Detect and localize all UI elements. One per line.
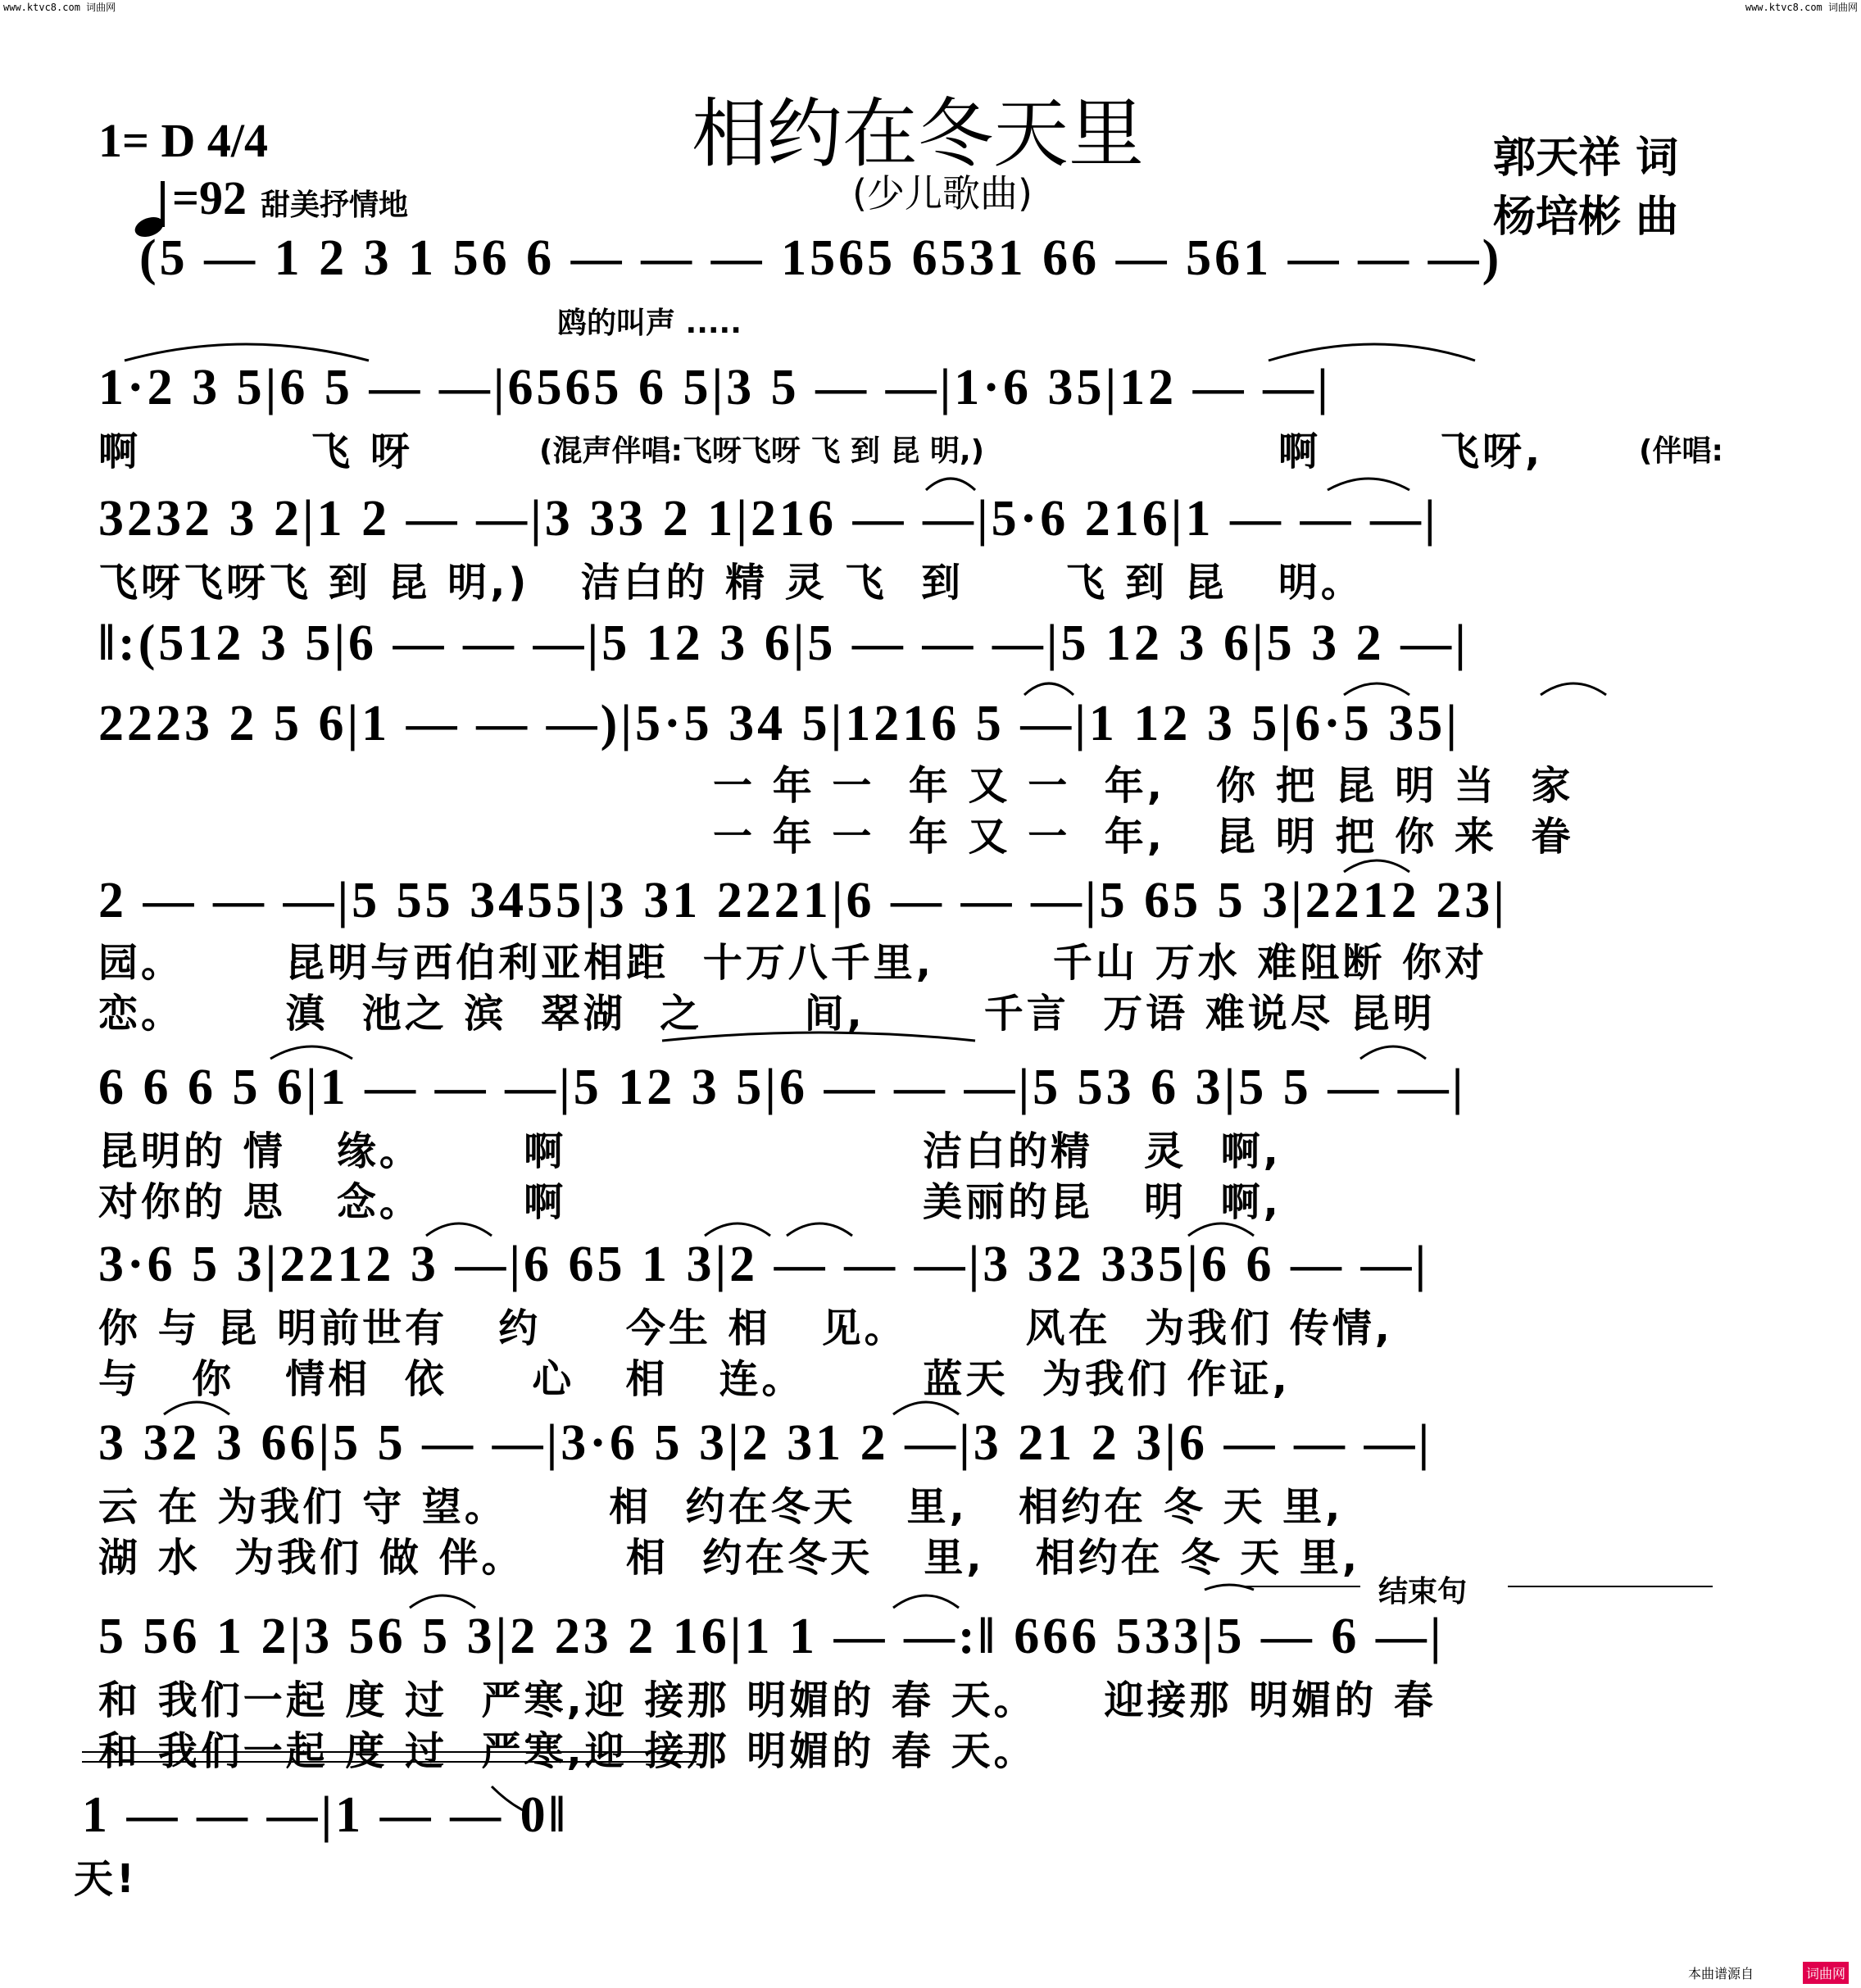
lyrics-line-9a: 和 我们一起 度 过 严寒,迎 接那 明媚的 春 天。 迎接那 明媚的 春 [98, 1677, 1437, 1723]
lyrics-line-5b: 恋。 滇 池之 滨 翠湖 之 间, 千言 万语 难说尽 昆明 [98, 991, 1436, 1037]
score-line-6: 6 6 6 5 6|1 — — —|5 12 3 5|6 — — —|5 53 6 3|5 5 — —| [98, 1060, 1467, 1115]
intro-note: 鸥的叫声 ..... [557, 306, 742, 340]
lyrics-line-4a: 一 年 一 年 又 一 年, 你 把 昆 明 当 家 [713, 763, 1574, 809]
lyrics-line-8b: 湖 水 为我们 做 伴。 相 约在冬天 里, 相约在 冬 天 里, [98, 1535, 1361, 1581]
song-title: 相约在冬天里 [692, 90, 1145, 178]
chorus-note-1: (混声伴唱:飞呀飞呀 飞 到 昆 明,) [539, 434, 985, 468]
lyrics-line-8a: 云 在 为我们 守 望。 相 约在冬天 里, 相约在 冬 天 里, [98, 1484, 1344, 1530]
watermark-left: www.ktvc8.com 词曲网 [3, 2, 116, 13]
watermark-right: www.ktvc8.com 词曲网 [1745, 2, 1858, 13]
lyrics-line-7a: 你 与 昆 明前世有 约 今生 相 见。 风在 为我们 传情, [98, 1305, 1394, 1351]
score-line-7: 3·6 5 3|2212 3 —|6 65 1 3|2 — — —|3 32 335|6 6 — —| [98, 1237, 1430, 1292]
lyrics-line-7b: 与 你 情相 依 心 相 连。 蓝天 为我们 作证, [98, 1356, 1291, 1402]
lyrics-line-1b: 啊 飞呀, [1278, 429, 1544, 474]
footer-text: 本曲谱源自 [1688, 1966, 1754, 1981]
key-signature: 1= D 4/4 [98, 114, 269, 167]
song-subtitle: (少儿歌曲) [852, 171, 1033, 216]
score-line-3: ‖:(512 3 5|6 — — —|5 12 3 6|5 — — —|5 12 3 6|5 3 2 —| [98, 615, 1469, 671]
lyrics-line-6b: 对你的 思 念。 啊 美丽的昆 明 啊, [98, 1179, 1282, 1225]
score-line-8: 3 32 3 66|5 5 — —|3·6 5 3|2 31 2 —|3 21 2 3|6 — — —| [98, 1415, 1433, 1471]
lyrics-line-5a: 园。 昆明与西伯利亚相距 十万八千里, 千山 万水 难阻断 你对 [98, 940, 1488, 986]
lyricist-credit: 郭天祥 词 [1493, 134, 1679, 183]
footer-logo[interactable]: 词曲网 [1803, 1962, 1849, 1984]
score-line-5: 2 — — —|5 55 3455|3 31 2221|6 — — —|5 65 5 3|2212 23| [98, 873, 1508, 928]
composer-credit: 杨培彬 曲 [1493, 193, 1679, 242]
lyrics-line-6a: 昆明的 情 缘。 啊 洁白的精 灵 啊, [98, 1128, 1282, 1174]
lyrics-line-4b: 一 年 一 年 又 一 年, 昆 明 把 你 来 眷 [713, 814, 1574, 860]
chorus-note-2: (伴唱: [1639, 434, 1723, 468]
lyrics-line-1: 啊 飞 呀 [98, 429, 413, 474]
score-line-2: 3232 3 2|1 2 — —|3 33 2 1|216 — —|5·6 216|1 — — —| [98, 491, 1439, 547]
intro-notes: (5 — 1 2 3 1 56 6 — — — 1565 6531 66 — 561 — — —) [139, 230, 1503, 286]
lyrics-line-10: 天! [74, 1856, 138, 1902]
score-line-1: 1·2 3 5|6 5 — —|6565 6 5|3 5 — —|1·6 35|12 — —| [98, 360, 1332, 415]
score-line-4: 2223 2 5 6|1 — — —)|5·5 34 5|1216 5 —|1 12 3 5|6·5 35| [98, 696, 1460, 751]
ending-label: 结束句 [1378, 1575, 1468, 1609]
score-line-10: 1 — — —|1 — — 0‖ [82, 1787, 569, 1843]
score-line-9: 5 56 1 2|3 56 5 3|2 23 2 16|1 1 — —:‖ 666 533|5 — 6 —| [98, 1609, 1445, 1664]
tempo-value: =92 [172, 171, 247, 225]
lyrics-line-9b: 和 我们一起 度 过 严寒,迎 接那 明媚的 春 天。 [98, 1728, 1037, 1774]
tempo-expression: 甜美抒情地 [261, 188, 409, 222]
lyrics-line-2: 飞呀飞呀飞 到 昆 明,) 洁白的 精 灵 飞 到 飞 到 昆 明。 [98, 560, 1364, 606]
